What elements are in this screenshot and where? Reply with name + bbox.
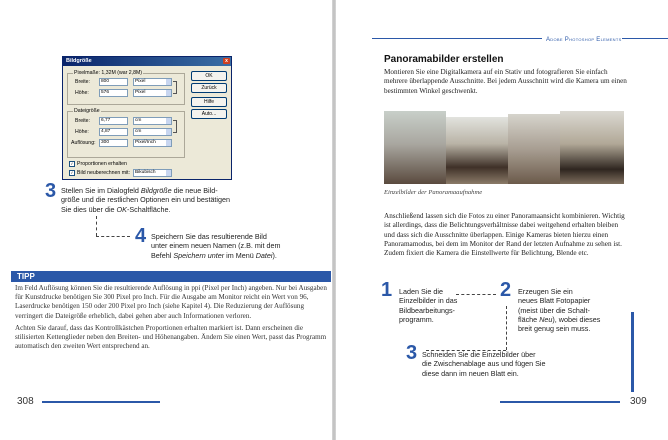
chain-link-icon: [173, 81, 177, 94]
header-rule: [372, 38, 668, 39]
connector-line: [506, 306, 507, 350]
step-2-text: Erzeugen Sie ein neues Blatt Fotopapier (meist über die Schalt- fläche Neu), wobei dieses breit genug sein muss.: [518, 287, 601, 334]
auto-button[interactable]: Auto...: [191, 109, 227, 119]
step-2-number: 2: [500, 279, 512, 301]
connector-line: [96, 216, 97, 236]
body-paragraph: Anschließend lassen sich die Fotos zu einer Panoramaansicht kombinieren. Wichtig ist allerdings, dass die Belichtungsverhältnisse dabei weitgehend erhalten bleiben und dass sich die Ausschnitte überlappen. Einige Kameras bieten hierzu einen Panoramamodus, bei dem im Monitor der Rand der letzten Aufnahme zu sehen ist. Zudem fixiert die Kamera die Einstellwerte für Belichtung, Blende etc.: [384, 212, 625, 258]
step-3-text: Schneiden Sie die Einzelbilder über die Zwischenablage aus und fügen Sie diese dann im neuen Blatt ein.: [422, 350, 546, 378]
step-3-number: 3: [406, 342, 418, 364]
panorama-photo-3: [508, 114, 560, 184]
doc-height-unit-select[interactable]: cm: [133, 128, 172, 136]
pixel-width-unit-select[interactable]: Pixel: [133, 78, 172, 86]
help-button[interactable]: Hilfe: [191, 97, 227, 107]
chain-link-icon: [173, 120, 177, 133]
resample-method-select[interactable]: Bikubisch: [133, 169, 172, 177]
reset-button[interactable]: Zurück: [191, 83, 227, 93]
connector-line: [96, 236, 130, 237]
footer-rule: [42, 401, 160, 403]
constrain-proportions-checkbox[interactable]: ✓: [70, 161, 74, 166]
height-label: Höhe:: [75, 90, 89, 96]
pixel-dimensions-label: Pixelmaße: 1,32M (war 2,8M): [74, 70, 143, 76]
page-number-left: 308: [17, 396, 34, 407]
step-4-text: Speichern Sie das resultierende Bild unter einem neuen Namen (z.B. mit dem Befehl Speichern unter im Menü Datei).: [151, 232, 281, 260]
tip-paragraph: Achten Sie darauf, dass das Kontrollkästchen Proportionen erhalten markiert ist. Dann erscheinen die stilisierten Kettenglieder neben den Breiten- und Höhenangaben. Ändern Sie einen Wert, passt das Programm automatisch den zweiten Wert entsprechend an.: [15, 323, 327, 351]
photo-caption: Einzelbilder der Panoramaaufnahme: [384, 189, 483, 196]
pixel-height-input[interactable]: 576: [99, 89, 128, 97]
constrain-proportions-label: Proportionen erhalten: [77, 161, 127, 167]
resolution-input[interactable]: 300: [99, 139, 128, 147]
ok-button[interactable]: OK: [191, 71, 227, 81]
doc-height-input[interactable]: 4,87: [99, 128, 128, 136]
page-number-right: 309: [630, 396, 647, 407]
step-1-number: 1: [381, 279, 393, 301]
pixel-height-unit-select[interactable]: Pixel: [133, 89, 172, 97]
step-1-text: Laden Sie die Einzelbilder in das Bildbearbeitungs- programm.: [399, 287, 458, 324]
margin-bar: [631, 312, 634, 392]
doc-width-label: Breite:: [75, 118, 90, 124]
running-header: Adobe Photoshop Elements: [542, 37, 622, 43]
resample-label: Bild neuberechnen mit:: [77, 170, 131, 176]
pixel-width-input[interactable]: 800: [99, 78, 128, 86]
resolution-unit-select[interactable]: Pixel/Inch: [133, 139, 172, 147]
close-icon[interactable]: x: [223, 58, 230, 64]
doc-width-input[interactable]: 6,77: [99, 117, 128, 125]
panorama-photo-4: [560, 111, 624, 184]
image-size-dialog: [62, 56, 232, 180]
tip-paragraph: Im Feld Auflösung können Sie die resultierende Auflösung in ppi (Pixel per Inch) angeben. Nur bei Ausgaben für Kunstdrucke benötigen Sie 300 Pixel pro Inch. Für die Ausgabe am Monitor reicht ein Wert von 96, Laserdrucke benötigen 150 oder 200 Pixel pro Inch (siehe Kapitel 4). Die Reduzierung der Auflösung verringert die Dateigröße erheblich, dabei gehen aber auch Informationen verloren.: [15, 284, 327, 320]
doc-height-label: Höhe:: [75, 129, 89, 135]
step-3-number: 3: [45, 180, 57, 202]
dialog-title: Bildgröße: [66, 58, 92, 64]
footer-rule: [500, 401, 620, 403]
document-size-label: Dateigröße: [74, 108, 100, 114]
tip-text: [15, 284, 327, 354]
section-title: Panoramabilder erstellen: [384, 54, 504, 65]
resolution-label: Auflösung:: [71, 140, 96, 146]
panorama-photo-2: [446, 117, 508, 184]
dialog-titlebar: [63, 57, 231, 66]
tip-heading: TIPP: [11, 271, 331, 282]
intro-paragraph: Montieren Sie eine Digitalkamera auf ein Stativ und fotografieren Sie einfach mehrere überlappende Ausschnitte. Bei jedem Ausschnitt wird die Kamera um einen bestimmten Winkel geschwenkt.: [384, 68, 627, 95]
connector-line: [456, 294, 496, 295]
doc-width-unit-select[interactable]: cm: [133, 117, 172, 125]
step-4-number: 4: [135, 225, 147, 247]
width-label: Breite:: [75, 79, 90, 85]
panorama-photo-1: [384, 111, 446, 184]
resample-checkbox[interactable]: ✓: [70, 170, 74, 175]
step-3-text: Stellen Sie im Dialogfeld Bildgröße die neue Bild- größe und die restlichen Optionen ein und bestätigen Sie dies über die OK-Schaltfläche.: [61, 186, 231, 214]
